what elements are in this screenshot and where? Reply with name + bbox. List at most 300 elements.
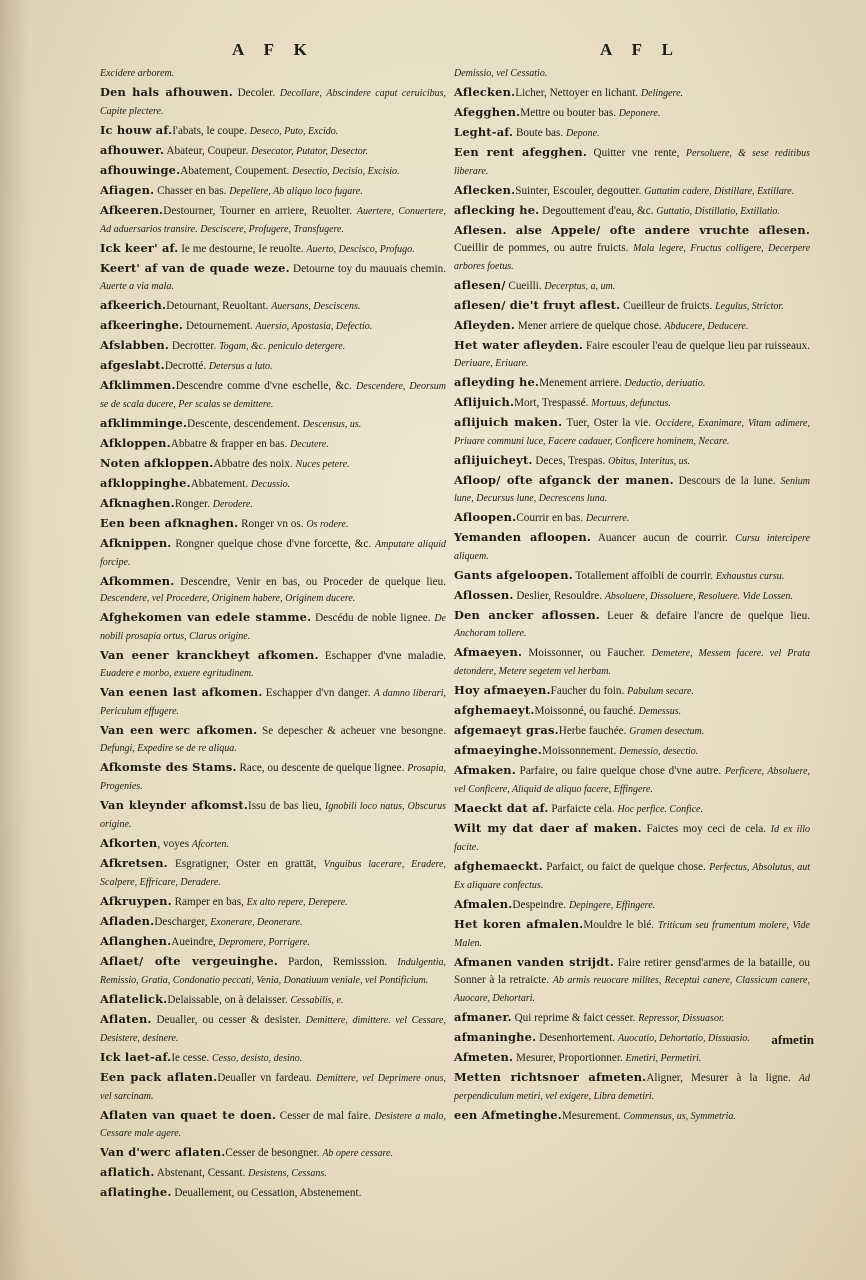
headword: aflecking he. [454, 202, 540, 217]
latin-gloss: Absoluere, Dissoluere, Resoluere. Vide Lossen. [604, 591, 793, 603]
dictionary-entry [454, 222, 810, 276]
dictionary-entry [100, 337, 446, 356]
dictionary-entry [100, 1144, 446, 1163]
latin-gloss: Persoluere, & sese reditibus liberare. [454, 148, 810, 177]
latin-gloss: Perfectus, Absolutus, aut Ex aliquare confectus. [454, 861, 811, 891]
dictionary-entry [100, 64, 446, 83]
headword: Een pack aflaten. [100, 1069, 218, 1084]
french-gloss: Totallement affoibli de courrir. [572, 570, 716, 583]
french-gloss: Abbatement. [190, 477, 251, 490]
french-gloss: Suinter, Escouler, degoutter. [515, 184, 645, 197]
headword: Afloop/ ofte afganck der manen. [454, 472, 674, 487]
headword: Gants afgeloopen. [454, 568, 573, 583]
french-gloss: Cueilli. [505, 279, 545, 292]
dictionary-entry [454, 144, 810, 181]
latin-gloss: Deductio, deriuatio. [624, 377, 706, 389]
headword: Het water afleyden. [454, 337, 584, 352]
dictionary-entry [100, 573, 446, 609]
dictionary-entry [100, 953, 446, 990]
french-gloss: Faire escouler l'eau de quelque lieu par ruisseaux. [583, 339, 810, 352]
latin-gloss: Auersio, Apostasia, Defectio. [255, 320, 373, 332]
french-gloss: Eschapper d'vne maladie. [318, 650, 446, 663]
dictionary-entry [100, 1011, 446, 1048]
headword: Een rent afegghen. [454, 145, 588, 159]
dictionary-entry [100, 297, 446, 316]
headword: afghemaeyt. [454, 703, 535, 718]
dictionary-entry [100, 835, 446, 854]
dictionary-entry [100, 377, 446, 414]
dictionary-entry [100, 1049, 446, 1068]
latin-gloss: Indulgentia, Remissio, Gratia, Condonatio peccati, Venia, Donatiuum veniale, vel Pontificium. [100, 956, 446, 986]
headword: afklimminge. [100, 415, 188, 430]
french-gloss: Delaissable, on à delaisser. [167, 993, 291, 1006]
dictionary-entry [454, 277, 810, 296]
dictionary-entry [454, 104, 810, 123]
dictionary-entry [454, 896, 810, 915]
latin-gloss: Auersans, Desciscens. [271, 300, 361, 312]
dictionary-entry [454, 702, 810, 721]
french-gloss: Mort, Trespassé. [514, 396, 592, 409]
latin-gloss: Legulus, Strictor. [715, 300, 784, 312]
dictionary-entry [100, 1107, 446, 1144]
dictionary-entry [100, 855, 446, 892]
dictionary-entry [100, 722, 446, 758]
french-gloss: Ramper en bas, [171, 895, 247, 908]
headword: afmaninghe. [454, 1029, 537, 1044]
latin-gloss: Decutere. [290, 438, 329, 450]
headword: Van eener kranckheyt afkomen. [100, 648, 319, 663]
french-gloss: Abateur, Coupeur. [164, 144, 252, 157]
dictionary-entry [100, 162, 446, 181]
headword: Keert' af van de quade weze. [100, 260, 290, 275]
latin-gloss: Auerto, Descisco, Profugo. [306, 243, 415, 255]
french-gloss: Quitter vne rente, [587, 147, 686, 159]
latin-gloss: Cessabilis, e. [290, 994, 344, 1006]
dictionary-entry [100, 535, 446, 572]
headword: Afegghen. [454, 105, 521, 119]
latin-gloss: Perficere, Absoluere, vel Conficere, Aliquid de aliquo facere, Effingere. [454, 766, 811, 796]
dictionary-entry [454, 722, 810, 741]
dictionary-entry [454, 394, 810, 413]
headword: Afmaeyen. [454, 645, 523, 660]
headword: Afmaken. [454, 763, 516, 778]
latin-gloss: Mortuus, defunctus. [591, 397, 671, 409]
headword: afhouwinge. [100, 162, 181, 177]
dictionary-entry [454, 1009, 810, 1028]
latin-gloss: Descendere, vel Procedere, Originem habere, Originem ducere. [100, 593, 356, 605]
headword: Afleyden. [454, 317, 515, 332]
headword: Afloopen. [454, 510, 517, 525]
latin-gloss: Depromere, Porrigere. [218, 936, 310, 948]
running-head-left: A F K [232, 40, 315, 59]
headword: Afkomste des Stams. [100, 760, 237, 775]
dictionary-entry [454, 64, 810, 83]
latin-gloss: Auerte a via mala. [100, 280, 174, 292]
dictionary-entry [454, 452, 810, 471]
headword: Ick keer' af. [100, 240, 179, 255]
latin-gloss: Anchoram tollere. [454, 628, 527, 640]
dictionary-entry [100, 1184, 446, 1203]
french-gloss: Mener arriere de quelque chose. [515, 319, 665, 332]
headword: Van eenen last afkomen. [100, 685, 263, 700]
french-gloss: Mettre ou bouter bas. [520, 107, 619, 119]
french-gloss: Parfaire, ou faire quelque chose d'vne autre. [515, 765, 725, 778]
latin-gloss: Guttatim cadere, Distillare, Extillare. [644, 185, 795, 197]
french-gloss: Cesser de mal faire. [276, 1109, 375, 1122]
headword: Afmeten. [454, 1049, 514, 1064]
french-gloss: Licher, Nettoyer en lichant. [515, 87, 641, 99]
latin-gloss: Ab opere cessare. [322, 1148, 393, 1160]
french-gloss: Deslier, Resouldre. [513, 590, 605, 603]
french-gloss: Moissonné, ou fauché. [534, 705, 639, 718]
latin-gloss: Auocatio, Dehortatio, Dissuasio. [617, 1032, 750, 1044]
headword: Het koren afmalen. [454, 916, 584, 931]
french-gloss: Courrir en bas. [516, 512, 586, 525]
page-edge-shadow [0, 0, 30, 1280]
headword: Afknippen. [100, 535, 172, 550]
dictionary-entry [454, 607, 810, 643]
latin-gloss: Nuces petere. [295, 458, 350, 470]
headword: Afladen. [100, 913, 155, 928]
dictionary-entry [454, 529, 810, 566]
french-gloss: Abbatre & frapper en bas. [170, 437, 291, 450]
dictionary-entry [454, 182, 810, 201]
headword: aflatich. [100, 1165, 155, 1180]
headword: aflesen/ [454, 277, 506, 292]
dictionary-entry [100, 797, 446, 834]
headword: Afmalen. [454, 896, 513, 911]
latin-gloss: Deseco, Puto, Excido. [249, 125, 339, 137]
dictionary-entry [100, 684, 446, 721]
dictionary-entry [100, 893, 446, 912]
latin-gloss: Desistens, Cessans. [248, 1168, 327, 1180]
dictionary-entry [100, 435, 446, 454]
french-gloss: Descédu de noble lignee. [311, 612, 435, 625]
french-gloss: Leuer & defaire l'ancre de quelque lieu. [600, 610, 810, 623]
dictionary-entry [100, 260, 446, 296]
headword: Den ancker aflossen. [454, 608, 601, 623]
french-gloss: Abbatre des noix. [213, 457, 296, 470]
dictionary-entry [100, 475, 446, 494]
headword: een Afmetinghe. [454, 1107, 562, 1122]
headword: Een been afknaghen. [100, 515, 239, 530]
latin-gloss: Desecator, Putator, Desector. [251, 145, 369, 157]
latin-gloss: Decollare, Abscindere caput ceruicibus, Capite plectere. [100, 88, 446, 117]
dictionary-entry [100, 357, 446, 376]
latin-gloss: Cursu intercipere aliquem. [454, 533, 810, 563]
french-gloss: Abatement, Coupement. [180, 164, 293, 177]
dictionary-entry [454, 414, 810, 451]
french-gloss: Faictes moy ceci de cela. [641, 823, 771, 836]
dictionary-entry [454, 858, 810, 895]
right-column [454, 64, 810, 1125]
latin-gloss: Ad perpendiculum metiri, vel exigere, Libra demetiri. [454, 1072, 810, 1102]
latin-gloss: Prosapia, Progenies. [100, 763, 447, 792]
latin-gloss: Togam, &c. peniculo detergere. [219, 340, 346, 352]
headword: Leght-af. [454, 125, 514, 139]
headword: Hoy afmaeyen. [454, 683, 551, 698]
dictionary-entry [454, 1107, 810, 1126]
french-gloss: Deualler vn fardeau. [217, 1071, 317, 1084]
french-gloss: Menement arriere. [539, 376, 625, 389]
dictionary-entry [454, 800, 810, 819]
headword: Wilt my dat daer af maken. [454, 821, 642, 836]
latin-gloss: Abducere, Deducere. [664, 320, 749, 332]
latin-gloss: Defungi, Expedire se de re aliqua. [100, 743, 237, 755]
dictionary-entry [100, 495, 446, 514]
dictionary-entry [454, 1049, 810, 1068]
dictionary-entry [454, 84, 810, 103]
french-gloss: Moissonnement. [542, 745, 620, 758]
headword: aflatinghe. [100, 1185, 172, 1200]
latin-gloss: Demetere, Messem facere. vel Prata detondere, Metere segetem vel herbam. [454, 648, 810, 678]
latin-gloss: Senium lune, Decursus lune, Decrescens luna. [454, 475, 810, 505]
headword: Afkretsen. [100, 855, 168, 870]
latin-gloss: Exhaustus cursu. [715, 571, 785, 583]
latin-gloss: Demessio, desectio. [619, 746, 699, 758]
headword: Maeckt dat af. [454, 801, 549, 816]
dictionary-entry [100, 913, 446, 932]
french-gloss: I'abats, le coupe. [172, 124, 250, 137]
latin-gloss: Ex alto repere, Derepere. [246, 896, 348, 908]
latin-gloss: Detersus a luto. [208, 360, 273, 372]
latin-gloss: Triticum seu frumentum molere, Vide Malen. [454, 919, 810, 949]
latin-gloss: Obitus, Interitus, us. [608, 455, 691, 467]
latin-gloss: Demittere, vel Deprimere onus, vel sarcinam. [100, 1072, 446, 1102]
dictionary-entry [454, 682, 810, 701]
dictionary-entry [454, 587, 810, 606]
dictionary-entry [454, 742, 810, 761]
french-gloss: Cesser de besongner. [225, 1147, 323, 1160]
headword: afkeeringhe. [100, 317, 184, 332]
headword: Noten afkloppen. [100, 455, 214, 470]
headword: Aflecken. [454, 85, 516, 99]
french-gloss: Faire retirer gensd'armes de la bataille, ou Sonner à la retraicte. [454, 956, 810, 986]
latin-gloss: Desistere a malo, Cessare male agere. [100, 1110, 447, 1140]
french-gloss: Deuallement, ou Cessation, Abstenement. [171, 1187, 362, 1200]
headword: aflijuich maken. [454, 414, 563, 429]
french-gloss: Parfaict, ou faict de quelque chose. [542, 860, 710, 873]
dictionary-entry [454, 509, 810, 528]
french-gloss: Mesurer, Proportionner. [513, 1051, 626, 1064]
dictionary-entry [100, 240, 446, 259]
french-gloss: Aligner, Mesurer à la ligne. [646, 1071, 799, 1084]
french-gloss: Despeindre. [512, 898, 569, 911]
latin-gloss: Commensus, us, Symmetria. [623, 1110, 736, 1122]
french-gloss: Decoler. [232, 87, 280, 99]
french-gloss: Tuer, Oster la vie. [562, 416, 656, 429]
dictionary-entry [100, 84, 446, 121]
french-gloss: , voyes [157, 837, 192, 850]
french-gloss: Parfaicte cela. [548, 803, 618, 816]
dictionary-entry [454, 954, 810, 1008]
french-gloss: Boute bas. [513, 127, 566, 139]
french-gloss: Detournement. [183, 319, 256, 332]
headword: aflijuicheyt. [454, 452, 533, 467]
dictionary-entry [100, 415, 446, 434]
french-gloss: Mouldre le blé. [583, 918, 658, 931]
dictionary-entry [454, 202, 810, 221]
dictionary-entry [100, 647, 446, 683]
latin-gloss: Derodere. [212, 498, 253, 510]
latin-gloss: Ignobili loco natus, Obscurus origine. [100, 800, 447, 830]
latin-gloss: Occidere, Exanimare, Vitam adimere, Priuare communi luce, Facere cadauer, Conficere hominem, Necare. [454, 417, 810, 447]
latin-gloss: Auertere, Conuertere, Ad aduersarios transire. Desciscere, Profugere, Transfugere. [100, 205, 446, 235]
french-gloss: Desenhortement. [536, 1031, 618, 1044]
latin-gloss: Decurrere. [585, 513, 630, 525]
french-gloss: Decrotter. [169, 339, 220, 352]
latin-gloss: Pabulum secare. [627, 686, 694, 698]
headword: Afmanen vanden strijdt. [454, 954, 615, 969]
latin-gloss: Demissio, vel Cessatio. [454, 68, 548, 79]
headword: afhouwer. [100, 142, 165, 157]
headword: Aflossen. [454, 588, 514, 603]
french-gloss: Race, ou descente de quelque lignee. [236, 762, 408, 775]
french-gloss: Descendre, Venir en bas, ou Proceder de quelque lieu. [174, 575, 446, 588]
french-gloss: Herbe fauchée. [558, 725, 630, 738]
dictionary-entry [100, 142, 446, 161]
headword: afmaeyinghe. [454, 743, 543, 758]
headword: Aflaten. [100, 1011, 152, 1026]
dictionary-entry [100, 455, 446, 474]
french-gloss: Detournant, Reuoltant. [166, 299, 272, 312]
french-gloss: Rongner quelque chose d'vne forcette, &c. [171, 537, 376, 550]
latin-gloss: Deriuare, Eriuare. [454, 357, 529, 369]
headword: afleyding he. [454, 374, 540, 389]
dictionary-entry [454, 1029, 810, 1048]
french-gloss: Chasser en bas. [154, 184, 230, 197]
dictionary-entry [454, 337, 810, 373]
french-gloss: Degouttement d'eau, &c. [539, 204, 657, 217]
catchword: afmetin [771, 1032, 814, 1047]
headword: Afiagen. [100, 182, 155, 197]
headword: afmaner. [454, 1009, 512, 1024]
dictionary-entry [454, 1069, 810, 1106]
french-gloss: Esgratigner, Oster en grattāt, [167, 857, 324, 870]
french-gloss: Pardon, Remisssion. [278, 955, 398, 968]
headword: Ic houw af. [100, 122, 173, 137]
headword: Metten richtsnoer afmeten. [454, 1069, 647, 1084]
dictionary-entry [100, 759, 446, 796]
dictionary-entry [100, 317, 446, 336]
french-gloss: Mesurement. [561, 1109, 624, 1122]
headword: afgeslabt. [100, 357, 165, 372]
latin-gloss: Gramen desectum. [629, 726, 705, 738]
latin-gloss: Id ex illo facite. [454, 824, 811, 853]
french-gloss: Ronger. [174, 497, 213, 510]
headword: afkeerich. [100, 297, 167, 312]
headword: afkloppinghe. [100, 475, 191, 490]
headword: afghemaeckt. [454, 858, 543, 873]
dictionary-entry [454, 317, 810, 336]
latin-gloss: Depingere, Effingere. [568, 899, 656, 911]
french-gloss: Cueilleur de fruicts. [620, 299, 716, 312]
french-gloss: Aueindre, [171, 935, 219, 948]
dictionary-entry [454, 124, 810, 143]
dictionary-entry [454, 820, 810, 857]
headword: Afklimmen. [100, 377, 176, 392]
dictionary-entry [100, 515, 446, 534]
headword: Aflanghen. [100, 933, 172, 948]
dictionary-entry [100, 933, 446, 952]
dictionary-entry [454, 916, 810, 953]
french-gloss: Moissonner, ou Faucher. [522, 647, 652, 660]
french-gloss: Ie me destourne, Ie reuolte. [178, 242, 307, 255]
french-gloss: Eschapper d'vn danger. [262, 687, 374, 700]
latin-gloss: Hoc perfice. Confice. [617, 804, 703, 816]
french-gloss: Descente, descendement. [187, 417, 303, 430]
headword: Afkeeren. [100, 202, 164, 217]
french-gloss: Abstenant, Cessant. [154, 1167, 249, 1180]
latin-gloss: Repressor, Dissuasor. [638, 1012, 725, 1024]
french-gloss: Se depescher & acheuer vne besongne. [257, 725, 446, 738]
headword: afgemaeyt gras. [454, 723, 559, 738]
dictionary-entry [100, 182, 446, 201]
headword: Afslabben. [100, 337, 170, 352]
french-gloss: Detourne toy du mauuais chemin. [289, 262, 446, 275]
latin-gloss: Deponere. [618, 108, 661, 119]
headword: Afghekomen van edele stamme. [100, 610, 312, 625]
dictionary-entry [454, 374, 810, 393]
french-gloss: Destourner, Tourner en arriere, Reuolter. [163, 204, 357, 217]
french-gloss: Descours de la lune. [673, 474, 781, 487]
latin-gloss: Demittere, dimittere. vel Cessare, Desistere, desinere. [100, 1014, 446, 1044]
dictionary-entry [454, 644, 810, 681]
headword: Afkorten [100, 835, 158, 850]
latin-gloss: Exonerare, Deonerare. [210, 916, 303, 928]
latin-gloss: Amputare aliquid forcipe. [100, 538, 446, 568]
french-gloss: Ronger vn os. [238, 517, 307, 530]
french-gloss: Issu de bas lieu, [248, 799, 326, 812]
latin-gloss: Emetiri, Permetiri. [625, 1052, 702, 1064]
headword: Afkloppen. [100, 435, 171, 450]
latin-gloss: De nobili prosapia ortus, Clarus origine. [100, 613, 446, 643]
headword: Van een werc afkomen. [100, 723, 258, 738]
french-gloss: Deualler, ou cesser & desister. [151, 1013, 306, 1026]
dictionary-entry [100, 1164, 446, 1183]
dictionary-entry [454, 297, 810, 316]
latin-gloss: Decerptus, a, um. [544, 280, 616, 292]
left-column [100, 64, 446, 1203]
latin-gloss: Decussio. [250, 478, 291, 490]
headword: Aflecken. [454, 182, 516, 197]
latin-gloss: Demessus. [638, 706, 682, 718]
latin-gloss: Guttatio, Distillatio, Extillatio. [656, 205, 780, 217]
latin-gloss: Cesso, desisto, desino. [212, 1052, 303, 1064]
latin-gloss: Euadere e morbo, exuere egritudinem. [100, 668, 254, 680]
headword: Afkommen. [100, 573, 175, 588]
french-gloss: Descharger, [154, 915, 211, 928]
latin-gloss: Depellere, Ab aliquo loco fugare. [229, 185, 363, 197]
headword: Van d'werc aflaten. [100, 1145, 226, 1160]
latin-gloss: Excidere arborem. [100, 68, 175, 79]
latin-gloss: Ab armis reuocare milites, Receptui canere, Classicum canere, Auocare, Dehortari. [454, 974, 810, 1004]
headword: Aflatelick. [100, 991, 168, 1006]
dictionary-entry [100, 122, 446, 141]
french-gloss: Faucher du foin. [550, 685, 628, 698]
latin-gloss: Os rodere. [306, 518, 349, 530]
headword: aflesen/ die't fruyt aflest. [454, 297, 621, 312]
french-gloss: Decrotté. [164, 359, 209, 372]
headword: Van kleynder afkomst. [100, 797, 249, 812]
latin-gloss: Descensus, us. [302, 418, 362, 430]
latin-gloss: Afcorten. [191, 838, 229, 850]
headword: Aflaten van quaet te doen. [100, 1107, 277, 1122]
headword: Afkruypen. [100, 893, 172, 908]
french-gloss: Ie cesse. [171, 1051, 212, 1064]
french-gloss: Qui reprime & faict cesser. [511, 1011, 639, 1024]
dictionary-entry [100, 1069, 446, 1106]
